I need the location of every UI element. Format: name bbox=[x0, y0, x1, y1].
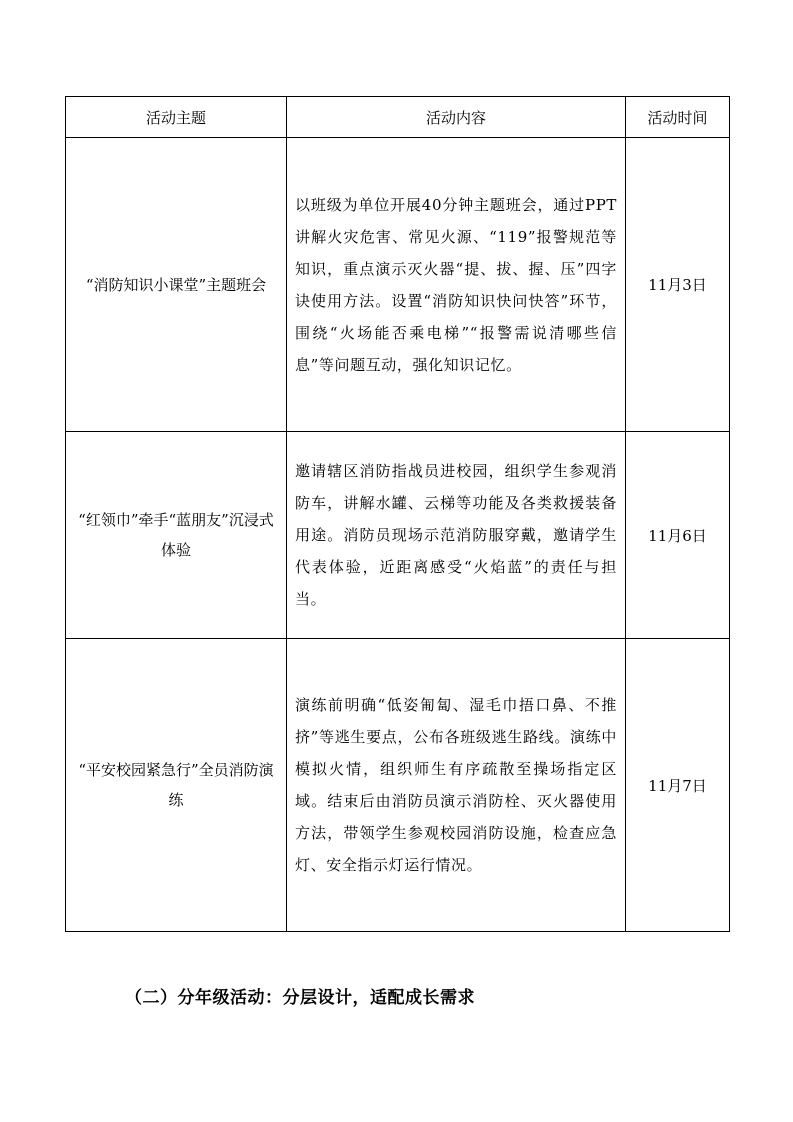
activity-date: 11月3日 bbox=[626, 138, 730, 432]
activity-theme: “消防知识小课堂”主题班会 bbox=[66, 138, 287, 432]
activity-date: 11月6日 bbox=[626, 432, 730, 639]
activity-content: 以班级为单位开展40分钟主题班会，通过PPT讲解火灾危害、常见火源、“119”报警规范等知识，重点演示灭火器“提、拔、握、压”四字诀使用方法。设置“消防知识快问快答”环节，围绕“火场能否乘电梯”“报警需说清哪些信息”等问题互动，强化知识记忆。 bbox=[287, 138, 626, 432]
section-heading: （二）分年级活动：分层设计，适配成长需求 bbox=[125, 988, 475, 1008]
activity-date: 11月7日 bbox=[626, 639, 730, 932]
header-theme: 活动主题 bbox=[66, 97, 287, 138]
activity-theme: “平安校园紧急行”全员消防演练 bbox=[66, 639, 287, 932]
table-header-row bbox=[66, 97, 730, 138]
activity-theme: “红领巾”牵手“蓝朋友”沉浸式体验 bbox=[66, 432, 287, 639]
activity-content: 邀请辖区消防指战员进校园，组织学生参观消防车，讲解水罐、云梯等功能及各类救援装备用途。消防员现场示范消防服穿戴，邀请学生代表体验，近距离感受“火焰蓝”的责任与担当。 bbox=[287, 432, 626, 639]
activity-content: 演练前明确“低姿匍匐、湿毛巾捂口鼻、不推挤”等逃生要点，公布各班级逃生路线。演练中模拟火情，组织师生有序疏散至操场指定区域。结束后由消防员演示消防栓、灭火器使用方法，带领学生参观校园消防设施，检查应急灯、安全指示灯运行情况。 bbox=[287, 639, 626, 932]
header-content: 活动内容 bbox=[287, 97, 626, 138]
table-row bbox=[66, 432, 730, 639]
table-row bbox=[66, 639, 730, 932]
activity-table bbox=[65, 96, 730, 932]
table-row bbox=[66, 138, 730, 432]
header-date: 活动时间 bbox=[626, 97, 730, 138]
